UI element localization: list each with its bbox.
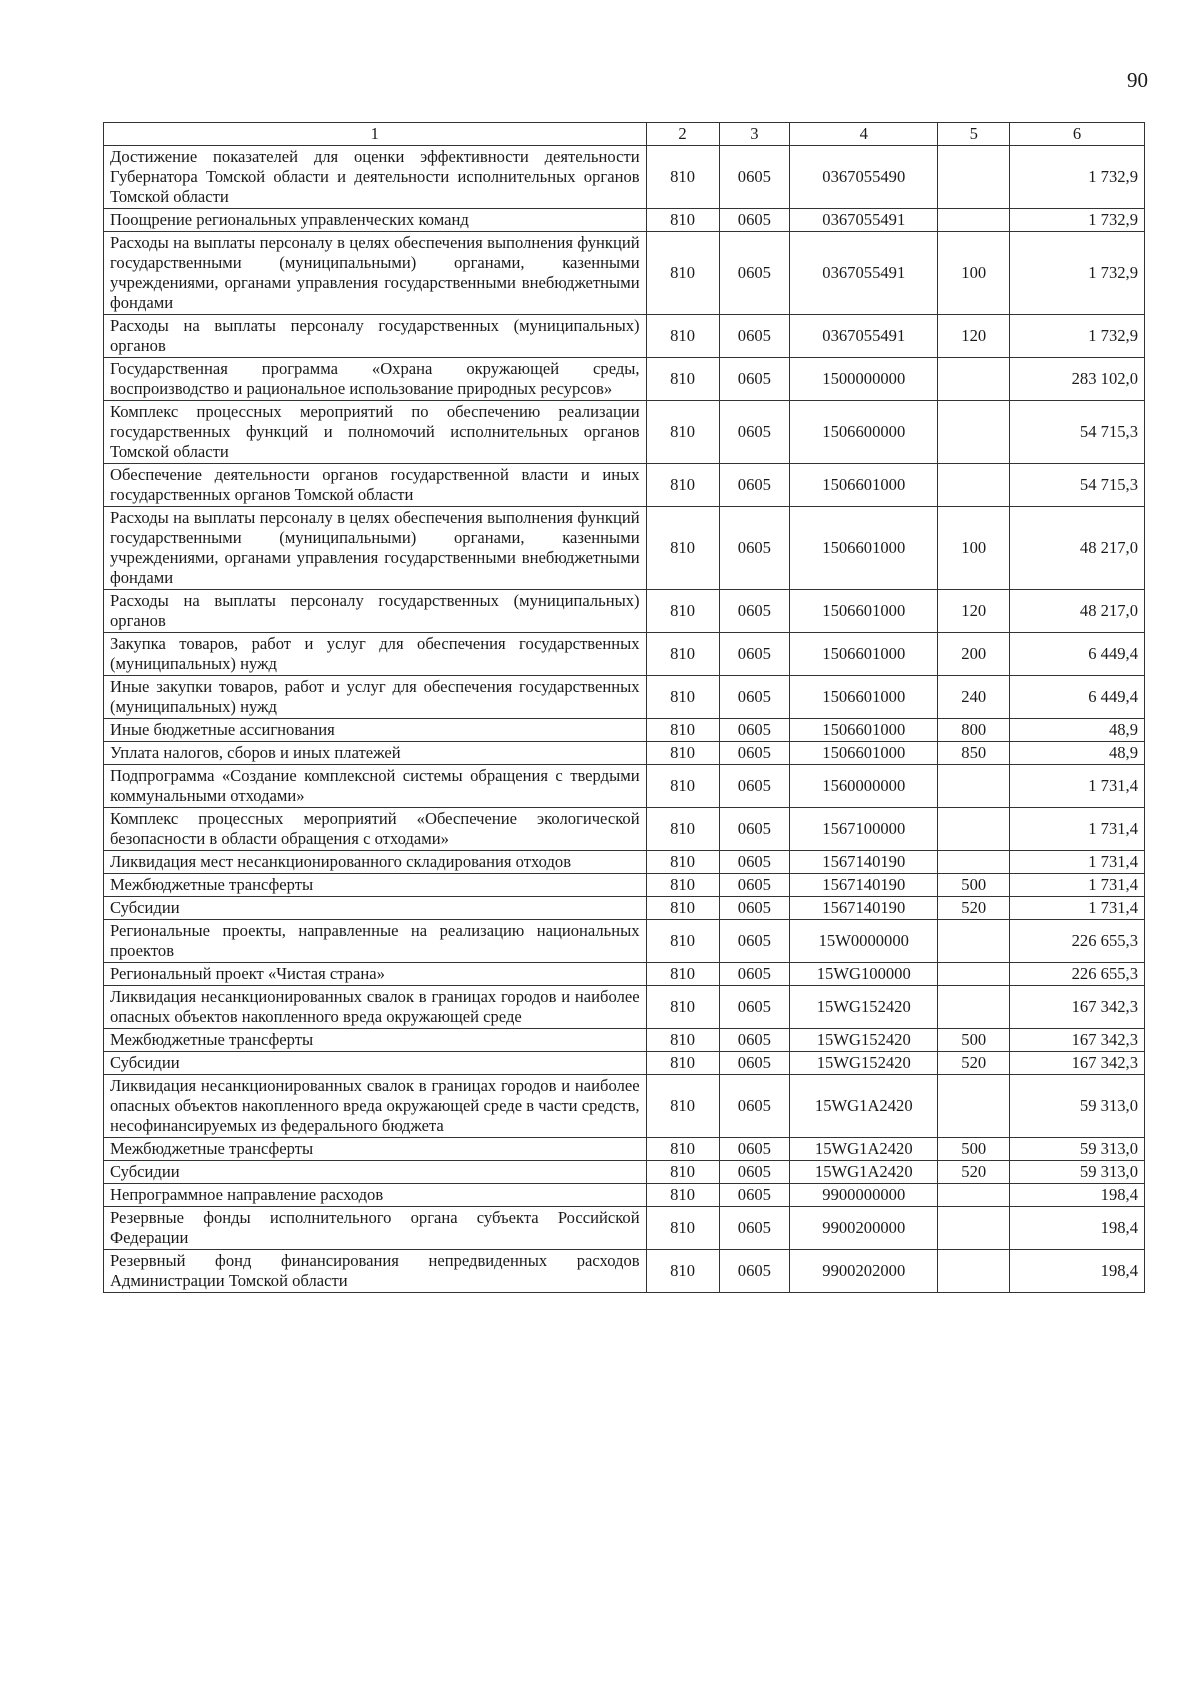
row-name-cell: Расходы на выплаты персоналу в целях обеспечения выполнения функций государственными (муниципальными) органами, казенными учреждениями, органами управления государственными внебюджетными фондами [104, 507, 647, 590]
row-col2-cell: 810 [646, 1184, 719, 1207]
table-row [104, 633, 1145, 676]
row-name-cell: Ликвидация мест несанкционированного складирования отходов [104, 851, 647, 874]
row-amount-cell: 48 217,0 [1010, 590, 1145, 633]
row-col4-cell: 1567140190 [790, 874, 938, 897]
row-col3-cell: 0605 [719, 765, 790, 808]
row-col3-cell: 0605 [719, 507, 790, 590]
row-col4-cell: 15WG152420 [790, 1029, 938, 1052]
row-name-cell: Иные закупки товаров, работ и услуг для обеспечения государственных (муниципальных) нужд [104, 676, 647, 719]
table-row [104, 209, 1145, 232]
row-amount-cell: 1 731,4 [1010, 874, 1145, 897]
row-col4-cell: 1567140190 [790, 851, 938, 874]
row-col4-cell: 1567140190 [790, 897, 938, 920]
row-col3-cell: 0605 [719, 676, 790, 719]
row-col4-cell: 1500000000 [790, 358, 938, 401]
row-col3-cell: 0605 [719, 633, 790, 676]
row-col4-cell: 9900200000 [790, 1207, 938, 1250]
row-col3-cell: 0605 [719, 963, 790, 986]
row-col2-cell: 810 [646, 401, 719, 464]
row-name-cell: Достижение показателей для оценки эффективности деятельности Губернатора Томской области и деятельности исполнительных органов Томской области [104, 146, 647, 209]
table-row [104, 1138, 1145, 1161]
row-col5-cell: 200 [938, 633, 1010, 676]
row-col4-cell: 1506601000 [790, 464, 938, 507]
table-row [104, 315, 1145, 358]
row-amount-cell: 48,9 [1010, 742, 1145, 765]
header-cell-col6: 6 [1010, 123, 1145, 146]
table-row [104, 742, 1145, 765]
row-col2-cell: 810 [646, 851, 719, 874]
row-col3-cell: 0605 [719, 1075, 790, 1138]
row-name-cell: Государственная программа «Охрана окружающей среды, воспроизводство и рациональное использование природных ресурсов» [104, 358, 647, 401]
row-col3-cell: 0605 [719, 808, 790, 851]
row-col4-cell: 9900202000 [790, 1250, 938, 1293]
row-amount-cell: 1 732,9 [1010, 146, 1145, 209]
table-row [104, 851, 1145, 874]
table-row [104, 232, 1145, 315]
row-col2-cell: 810 [646, 146, 719, 209]
row-name-cell: Расходы на выплаты персоналу государственных (муниципальных) органов [104, 590, 647, 633]
row-col4-cell: 0367055491 [790, 209, 938, 232]
row-col4-cell: 15WG152420 [790, 1052, 938, 1075]
row-col2-cell: 810 [646, 676, 719, 719]
row-col2-cell: 810 [646, 874, 719, 897]
row-col5-cell [938, 1207, 1010, 1250]
row-col4-cell: 1506601000 [790, 590, 938, 633]
row-col2-cell: 810 [646, 464, 719, 507]
row-col2-cell: 810 [646, 633, 719, 676]
row-col2-cell: 810 [646, 1250, 719, 1293]
row-col4-cell: 15W0000000 [790, 920, 938, 963]
table-row [104, 1161, 1145, 1184]
row-col5-cell: 520 [938, 1161, 1010, 1184]
row-col5-cell: 120 [938, 315, 1010, 358]
row-amount-cell: 59 313,0 [1010, 1161, 1145, 1184]
row-col4-cell: 1506601000 [790, 676, 938, 719]
row-col2-cell: 810 [646, 765, 719, 808]
row-amount-cell: 54 715,3 [1010, 401, 1145, 464]
row-amount-cell: 198,4 [1010, 1207, 1145, 1250]
table-row [104, 963, 1145, 986]
row-col2-cell: 810 [646, 507, 719, 590]
header-cell-col5: 5 [938, 123, 1010, 146]
row-name-cell: Комплекс процессных мероприятий «Обеспечение экологической безопасности в области обращения с отходами» [104, 808, 647, 851]
row-col5-cell [938, 146, 1010, 209]
row-col2-cell: 810 [646, 808, 719, 851]
row-name-cell: Субсидии [104, 1052, 647, 1075]
table-row [104, 590, 1145, 633]
row-name-cell: Обеспечение деятельности органов государственной власти и иных государственных органов Томской области [104, 464, 647, 507]
row-name-cell: Расходы на выплаты персоналу в целях обеспечения выполнения функций государственными (муниципальными) органами, казенными учреждениями, органами управления государственными внебюджетными фондами [104, 232, 647, 315]
row-col2-cell: 810 [646, 358, 719, 401]
row-col2-cell: 810 [646, 897, 719, 920]
row-col2-cell: 810 [646, 1138, 719, 1161]
row-col4-cell: 15WG1A2420 [790, 1161, 938, 1184]
row-col5-cell: 240 [938, 676, 1010, 719]
row-name-cell: Иные бюджетные ассигнования [104, 719, 647, 742]
row-col3-cell: 0605 [719, 1161, 790, 1184]
row-col4-cell: 1567100000 [790, 808, 938, 851]
row-col2-cell: 810 [646, 742, 719, 765]
row-name-cell: Поощрение региональных управленческих команд [104, 209, 647, 232]
row-col2-cell: 810 [646, 209, 719, 232]
table-row [104, 719, 1145, 742]
row-col5-cell: 500 [938, 1138, 1010, 1161]
row-col2-cell: 810 [646, 1207, 719, 1250]
row-col4-cell: 1506601000 [790, 507, 938, 590]
table-row [104, 1250, 1145, 1293]
table-row [104, 1029, 1145, 1052]
table-row [104, 897, 1145, 920]
row-name-cell: Непрограммное направление расходов [104, 1184, 647, 1207]
row-amount-cell: 1 732,9 [1010, 209, 1145, 232]
row-name-cell: Межбюджетные трансферты [104, 1029, 647, 1052]
row-col3-cell: 0605 [719, 401, 790, 464]
row-amount-cell: 59 313,0 [1010, 1075, 1145, 1138]
row-col2-cell: 810 [646, 590, 719, 633]
row-col2-cell: 810 [646, 315, 719, 358]
table-row [104, 765, 1145, 808]
row-col5-cell [938, 986, 1010, 1029]
row-col3-cell: 0605 [719, 897, 790, 920]
row-col5-cell [938, 808, 1010, 851]
row-col3-cell: 0605 [719, 209, 790, 232]
row-amount-cell: 283 102,0 [1010, 358, 1145, 401]
table-row [104, 507, 1145, 590]
row-col2-cell: 810 [646, 920, 719, 963]
row-col4-cell: 1506601000 [790, 719, 938, 742]
row-col3-cell: 0605 [719, 1207, 790, 1250]
row-col5-cell [938, 963, 1010, 986]
row-amount-cell: 1 732,9 [1010, 232, 1145, 315]
row-col2-cell: 810 [646, 1029, 719, 1052]
row-col2-cell: 810 [646, 1052, 719, 1075]
row-col3-cell: 0605 [719, 146, 790, 209]
row-amount-cell: 1 731,4 [1010, 808, 1145, 851]
row-col3-cell: 0605 [719, 1138, 790, 1161]
row-name-cell: Резервный фонд финансирования непредвиденных расходов Администрации Томской области [104, 1250, 647, 1293]
row-col5-cell [938, 209, 1010, 232]
header-cell-col1: 1 [104, 123, 647, 146]
row-col2-cell: 810 [646, 232, 719, 315]
row-col5-cell [938, 851, 1010, 874]
row-name-cell: Ликвидация несанкционированных свалок в границах городов и наиболее опасных объектов накопленного вреда окружающей среде [104, 986, 647, 1029]
row-amount-cell: 1 732,9 [1010, 315, 1145, 358]
row-name-cell: Закупка товаров, работ и услуг для обеспечения государственных (муниципальных) нужд [104, 633, 647, 676]
row-col2-cell: 810 [646, 1161, 719, 1184]
row-col5-cell [938, 765, 1010, 808]
row-name-cell: Комплекс процессных мероприятий по обеспечению реализации государственных функций и полномочий исполнительных органов Томской области [104, 401, 647, 464]
row-name-cell: Резервные фонды исполнительного органа субъекта Российской Федерации [104, 1207, 647, 1250]
row-col5-cell: 500 [938, 1029, 1010, 1052]
row-col3-cell: 0605 [719, 986, 790, 1029]
table-row [104, 986, 1145, 1029]
row-amount-cell: 54 715,3 [1010, 464, 1145, 507]
row-amount-cell: 167 342,3 [1010, 986, 1145, 1029]
row-col3-cell: 0605 [719, 464, 790, 507]
row-name-cell: Ликвидация несанкционированных свалок в границах городов и наиболее опасных объектов накопленного вреда окружающей среде в части средств, несофинансируемых из федерального бюджета [104, 1075, 647, 1138]
table-row [104, 358, 1145, 401]
row-col4-cell: 0367055491 [790, 315, 938, 358]
row-col5-cell: 800 [938, 719, 1010, 742]
table-row [104, 676, 1145, 719]
row-col5-cell [938, 1184, 1010, 1207]
row-col5-cell: 100 [938, 507, 1010, 590]
row-name-cell: Субсидии [104, 897, 647, 920]
row-amount-cell: 6 449,4 [1010, 633, 1145, 676]
row-col3-cell: 0605 [719, 358, 790, 401]
row-name-cell: Подпрограмма «Создание комплексной системы обращения с твердыми коммунальными отходами» [104, 765, 647, 808]
row-col3-cell: 0605 [719, 742, 790, 765]
header-cell-col2: 2 [646, 123, 719, 146]
row-col5-cell: 100 [938, 232, 1010, 315]
row-col5-cell: 120 [938, 590, 1010, 633]
table-row [104, 1184, 1145, 1207]
table-header-row [104, 123, 1145, 146]
row-name-cell: Межбюджетные трансферты [104, 1138, 647, 1161]
row-col5-cell [938, 1250, 1010, 1293]
row-col5-cell [938, 920, 1010, 963]
row-col3-cell: 0605 [719, 315, 790, 358]
row-col3-cell: 0605 [719, 590, 790, 633]
row-name-cell: Субсидии [104, 1161, 647, 1184]
row-amount-cell: 226 655,3 [1010, 920, 1145, 963]
row-name-cell: Региональный проект «Чистая страна» [104, 963, 647, 986]
row-col4-cell: 15WG1A2420 [790, 1138, 938, 1161]
row-col5-cell [938, 464, 1010, 507]
row-name-cell: Расходы на выплаты персоналу государственных (муниципальных) органов [104, 315, 647, 358]
row-amount-cell: 6 449,4 [1010, 676, 1145, 719]
row-amount-cell: 167 342,3 [1010, 1052, 1145, 1075]
row-col4-cell: 1506601000 [790, 742, 938, 765]
row-col3-cell: 0605 [719, 1184, 790, 1207]
row-col4-cell: 15WG1A2420 [790, 1075, 938, 1138]
row-col2-cell: 810 [646, 963, 719, 986]
row-name-cell: Уплата налогов, сборов и иных платежей [104, 742, 647, 765]
table-row [104, 1075, 1145, 1138]
row-col5-cell [938, 401, 1010, 464]
budget-table-body [104, 123, 1145, 1293]
row-amount-cell: 198,4 [1010, 1184, 1145, 1207]
row-name-cell: Региональные проекты, направленные на реализацию национальных проектов [104, 920, 647, 963]
table-row [104, 808, 1145, 851]
row-amount-cell: 226 655,3 [1010, 963, 1145, 986]
row-col3-cell: 0605 [719, 1052, 790, 1075]
row-col4-cell: 15WG100000 [790, 963, 938, 986]
row-amount-cell: 1 731,4 [1010, 765, 1145, 808]
row-amount-cell: 48,9 [1010, 719, 1145, 742]
table-row [104, 874, 1145, 897]
row-col3-cell: 0605 [719, 1250, 790, 1293]
row-col3-cell: 0605 [719, 874, 790, 897]
row-amount-cell: 1 731,4 [1010, 851, 1145, 874]
row-col4-cell: 15WG152420 [790, 986, 938, 1029]
table-row [104, 146, 1145, 209]
row-col5-cell: 850 [938, 742, 1010, 765]
table-row [104, 1052, 1145, 1075]
row-col4-cell: 0367055490 [790, 146, 938, 209]
row-col4-cell: 9900000000 [790, 1184, 938, 1207]
row-name-cell: Межбюджетные трансферты [104, 874, 647, 897]
table-row [104, 464, 1145, 507]
row-col5-cell [938, 1075, 1010, 1138]
row-col3-cell: 0605 [719, 920, 790, 963]
row-col5-cell: 520 [938, 897, 1010, 920]
row-col5-cell: 520 [938, 1052, 1010, 1075]
row-amount-cell: 198,4 [1010, 1250, 1145, 1293]
row-col3-cell: 0605 [719, 851, 790, 874]
row-col4-cell: 1506600000 [790, 401, 938, 464]
table-row [104, 920, 1145, 963]
row-col3-cell: 0605 [719, 719, 790, 742]
budget-table [103, 122, 1145, 1293]
row-amount-cell: 59 313,0 [1010, 1138, 1145, 1161]
page-number: 90 [1127, 68, 1148, 92]
row-col5-cell [938, 358, 1010, 401]
table-row [104, 401, 1145, 464]
header-cell-col3: 3 [719, 123, 790, 146]
row-col3-cell: 0605 [719, 232, 790, 315]
row-col4-cell: 1506601000 [790, 633, 938, 676]
row-col2-cell: 810 [646, 986, 719, 1029]
row-col2-cell: 810 [646, 1075, 719, 1138]
row-col5-cell: 500 [938, 874, 1010, 897]
table-row [104, 1207, 1145, 1250]
row-amount-cell: 167 342,3 [1010, 1029, 1145, 1052]
row-col4-cell: 0367055491 [790, 232, 938, 315]
row-col2-cell: 810 [646, 719, 719, 742]
header-cell-col4: 4 [790, 123, 938, 146]
row-amount-cell: 48 217,0 [1010, 507, 1145, 590]
row-col4-cell: 1560000000 [790, 765, 938, 808]
row-col3-cell: 0605 [719, 1029, 790, 1052]
row-amount-cell: 1 731,4 [1010, 897, 1145, 920]
